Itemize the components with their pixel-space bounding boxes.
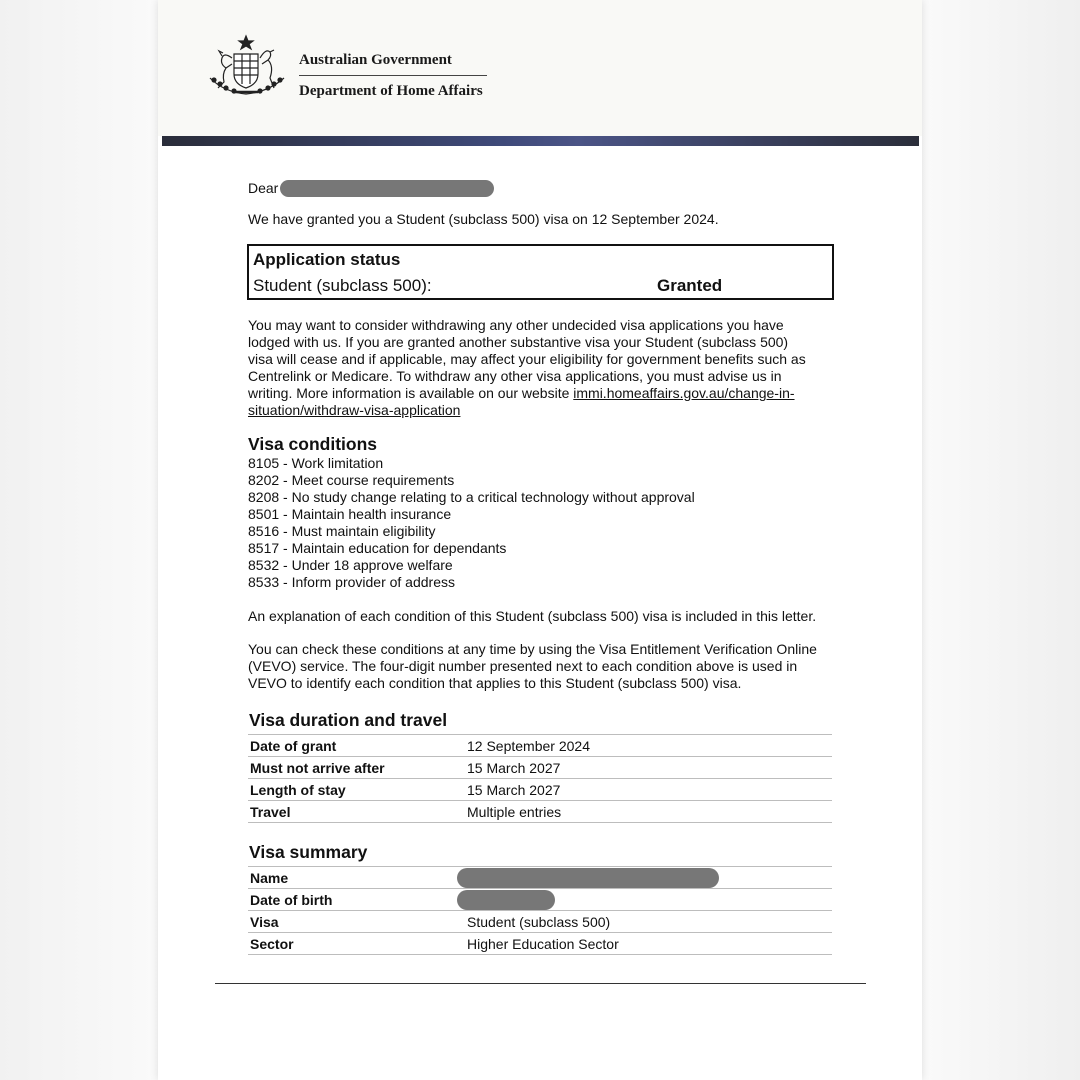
row-value: 15 March 2027 — [465, 757, 832, 779]
letterhead — [158, 0, 922, 136]
row-value: Higher Education Sector — [465, 933, 832, 955]
agency-name — [299, 52, 487, 100]
duration-heading: Visa duration and travel — [249, 710, 448, 730]
summary-heading: Visa summary — [249, 842, 368, 862]
redacted-name — [280, 180, 494, 197]
conditions-heading: Visa conditions — [248, 434, 378, 454]
salutation-text: Dear — [248, 180, 279, 196]
row-key: Must not arrive after — [248, 757, 465, 779]
redacted-dob-value — [457, 890, 555, 910]
status-value: Granted — [657, 276, 723, 295]
background-left — [0, 0, 158, 1080]
row-value — [465, 889, 832, 911]
agency-line-2: Department of Home Affairs — [299, 83, 483, 99]
row-key: Visa — [248, 911, 465, 933]
status-heading: Application status — [253, 250, 401, 269]
row-value: Student (subclass 500) — [465, 911, 832, 933]
row-key: Name — [248, 867, 465, 889]
condition-item: 8532 - Under 18 approve welfare — [248, 557, 453, 573]
row-key: Sector — [248, 933, 465, 955]
status-label: Student (subclass 500): — [253, 276, 432, 295]
table-row — [248, 933, 832, 955]
table-row — [248, 757, 832, 779]
condition-item: 8516 - Must maintain eligibility — [248, 523, 436, 539]
row-value: 15 March 2027 — [465, 779, 832, 801]
duration-table — [248, 734, 832, 823]
row-value: 12 September 2024 — [465, 735, 832, 757]
table-row — [248, 779, 832, 801]
withdraw-text: You may want to consider withdrawing any other undecided visa applications you have lodged with us. If you are granted another substantive visa your Student (subclass 500) visa will cease and if applicable, may affect your eligibility for government benefits such as Centrelink or Medicare. To withdraw any other visa applications, you must advise us in writing. More information is available on our website — [248, 317, 806, 401]
row-key: Length of stay — [248, 779, 465, 801]
table-row — [248, 911, 832, 933]
application-status-box — [247, 244, 834, 300]
table-row — [248, 801, 832, 823]
row-value: Multiple entries — [465, 801, 832, 823]
table-row — [248, 889, 832, 911]
explanation-paragraph: An explanation of each condition of this Student (subclass 500) visa is included in this letter. — [248, 608, 817, 624]
agency-line-1: Australian Government — [299, 52, 487, 76]
condition-item: 8202 - Meet course requirements — [248, 472, 455, 488]
row-key: Date of grant — [248, 735, 465, 757]
row-key: Travel — [248, 801, 465, 823]
header-color-bar — [162, 136, 919, 146]
salutation — [248, 180, 494, 197]
condition-item: 8501 - Maintain health insurance — [248, 506, 452, 522]
condition-item: 8517 - Maintain education for dependants — [248, 540, 507, 556]
coat-of-arms-icon — [204, 34, 290, 100]
condition-item: 8105 - Work limitation — [248, 455, 384, 471]
conditions-list — [248, 455, 808, 591]
letter-page — [158, 0, 922, 1080]
background-right — [922, 0, 1080, 1080]
withdraw-paragraph — [248, 317, 816, 419]
table-row — [248, 735, 832, 757]
footer-rule — [215, 983, 866, 984]
table-row — [248, 867, 832, 889]
grant-sentence: We have granted you a Student (subclass 500) visa on 12 September 2024. — [248, 211, 719, 227]
condition-item: 8208 - No study change relating to a critical technology without approval — [248, 489, 695, 505]
withdraw-link[interactable]: immi.homeaffairs.gov.au/change-in-situation/withdraw-visa-application — [248, 385, 795, 418]
summary-table — [248, 866, 832, 955]
redacted-name-value — [457, 868, 719, 888]
row-value — [465, 867, 832, 889]
vevo-paragraph: You can check these conditions at any time by using the Visa Entitlement Verification Online (VEVO) service. The four-digit number presented next to each condition above is used in VEVO to identify each condition that applies to this Student (subclass 500) visa. — [248, 641, 817, 691]
row-key: Date of birth — [248, 889, 465, 911]
condition-item: 8533 - Inform provider of address — [248, 574, 455, 590]
